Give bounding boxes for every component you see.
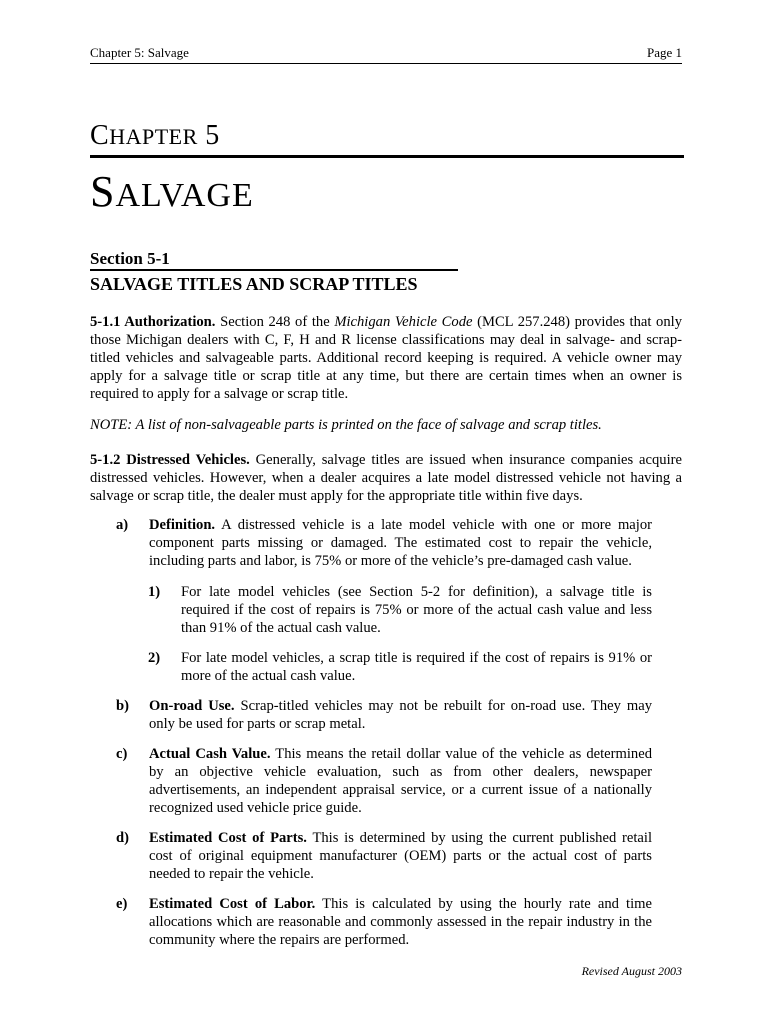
list-item-body: This means the retail dollar value of the vehicle as determined by an objective vehicle evaluation, such as from other dealers, newspaper advertisements, an independent appraisal service, or a current issue of a nationally recognized used vehicle price guide. — [149, 746, 652, 816]
chapter-rule — [90, 155, 684, 158]
list-item-label: e) — [116, 896, 128, 912]
paragraph-5-1-1-heading: 5-1.1 Authorization. — [90, 314, 216, 330]
paragraph-5-1-1-text2: (MCL 257.248) provides that only those Michigan dealers with C, F, H and R license classifications may deal in salvage- and scrap-titled vehicles and salvageable parts. Additional record keeping is required. A vehicle owner may apply for a salvage title or scrap title at any time, but there are certain times when an owner is required to apply for a salvage or scrap title. — [90, 314, 682, 402]
paragraph-5-1-2 — [90, 451, 682, 505]
list-item-heading: Estimated Cost of Labor. — [149, 896, 316, 912]
list-item-text — [149, 829, 652, 883]
list-item-body: Scrap-titled vehicles may not be rebuilt for on-road use. They may only be used for parts or scrap metal. — [149, 698, 652, 732]
header-page-number: Page 1 — [646, 45, 682, 60]
sub-item-label: 1) — [148, 584, 161, 600]
list-item-text — [149, 516, 652, 570]
paragraph-5-1-1-italic: Michigan Vehicle Code — [334, 314, 473, 330]
list-item-text — [149, 895, 652, 949]
title-first-letter: S — [90, 167, 116, 216]
section-number: Section 5-1 — [90, 249, 170, 268]
sub-item-label: 2) — [148, 650, 161, 666]
page-title — [90, 166, 254, 217]
paragraph-5-1-1 — [90, 313, 682, 403]
chapter-first-letter: C — [90, 120, 110, 151]
paragraph-5-1-2-heading: 5-1.2 Distressed Vehicles. — [90, 452, 250, 468]
chapter-number: 5 — [197, 120, 220, 151]
sub-item-text: For late model vehicles, a scrap title is required if the cost of repairs is 91% or more of the actual cash value. — [181, 650, 652, 684]
list-item-text — [149, 697, 652, 733]
list-item-body: This is calculated by using the hourly rate and time allocations which are reasonable and commonly assessed in the repair industry in the community where the repairs are performed. — [149, 896, 652, 948]
note: NOTE: A list of non-salvageable parts is printed on the face of salvage and scrap titles. — [90, 417, 602, 433]
page-header — [90, 45, 682, 64]
paragraph-5-1-1-text1: Section 248 of the — [215, 314, 335, 330]
list-item-heading: On-road Use. — [149, 698, 235, 714]
page-footer: Revised August 2003 — [581, 964, 682, 978]
list-item-heading: Estimated Cost of Parts. — [149, 830, 307, 846]
list-item-label: d) — [116, 830, 129, 846]
chapter-rest: HAPTER — [109, 124, 198, 149]
section-name: SALVAGE TITLES AND SCRAP TITLES — [90, 274, 418, 294]
list-item-heading: Definition. — [149, 517, 216, 533]
list-item-label: c) — [116, 746, 128, 762]
title-rest: ALVAGE — [115, 177, 254, 214]
header-chapter: Chapter 5: Salvage — [90, 45, 189, 60]
list-item-label: b) — [116, 698, 129, 714]
list-item-text — [149, 745, 652, 817]
list-item-label: a) — [116, 517, 129, 533]
section-rule — [90, 269, 458, 271]
list-item-heading: Actual Cash Value. — [149, 746, 271, 762]
paragraph-5-1-2-text: Generally, salvage titles are issued when insurance companies acquire distressed vehicles. However, when a dealer acquires a late model distressed vehicle not having a salvage or scrap title, the dealer must apply for the appropriate title within five days. — [90, 452, 682, 504]
chapter-heading — [90, 120, 220, 152]
list-item-body: This is determined by using the current published retail cost of original equipment manufacturer (OEM) parts or the actual cost of parts needed to repair the vehicle. — [149, 830, 653, 882]
sub-item-text: For late model vehicles (see Section 5-2 for definition), a salvage title is required if the cost of repairs is 75% or more of the actual cash value and less than 91% of the actual cash value. — [181, 584, 652, 636]
list-item-body: A distressed vehicle is a late model vehicle with one or more major component parts missing or damaged. The estimated cost to repair the vehicle, including parts and labor, is 75% or more of the vehicle’s pre-damaged cash value. — [149, 517, 652, 569]
